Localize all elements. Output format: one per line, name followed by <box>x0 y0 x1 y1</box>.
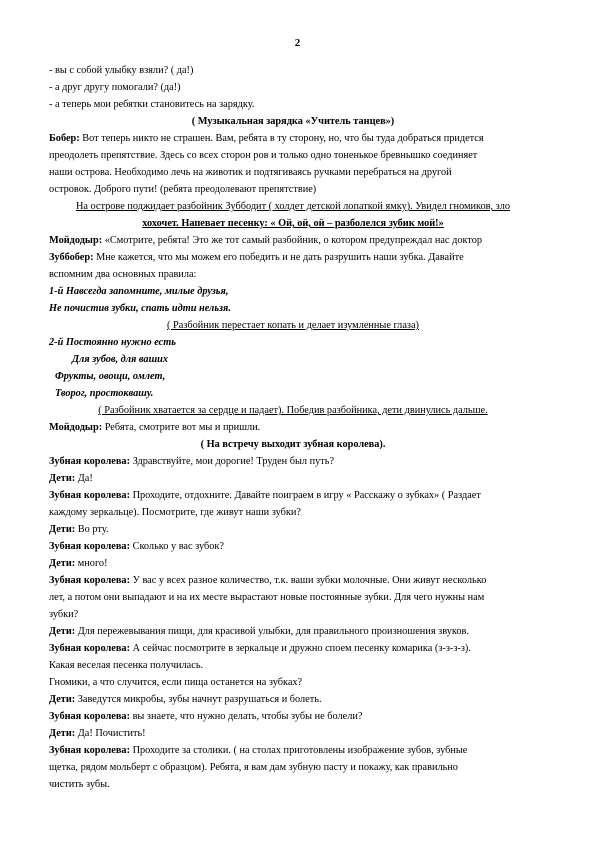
line-text: Не почистив зубки, спать идти нельзя. <box>49 303 231 314</box>
line-text: У вас у всех разное количество, т.к. ваши зубки молочные. Они живут несколько <box>130 575 487 586</box>
text-line <box>49 283 537 300</box>
text-line <box>49 708 537 725</box>
text-line <box>49 181 537 198</box>
speaker-label: Дети: <box>49 728 76 739</box>
speaker-label: 1-й <box>49 286 64 297</box>
text-line <box>49 419 537 436</box>
text-line <box>49 436 537 453</box>
text-line <box>49 215 537 232</box>
line-text: Фрукты, овощи, омлет, <box>55 371 166 382</box>
line-text: зубки? <box>49 609 79 620</box>
line-text: - а друг другу помогали? (да!) <box>49 82 181 93</box>
line-text: - вы с собой улыбку взяли? ( да!) <box>49 65 194 76</box>
text-line <box>49 334 537 351</box>
line-text: Заведутся микробы, зубы начнут разрушаться и болеть. <box>75 694 322 705</box>
text-line <box>49 742 537 759</box>
speaker-label: Мойдодыр: <box>49 422 103 433</box>
speaker-label: Зубная королева: <box>49 575 130 586</box>
text-line <box>49 725 537 742</box>
text-line <box>49 453 537 470</box>
text-line <box>49 147 537 164</box>
line-text: щетка, рядом мольберт с образцом). Ребята, я вам дам зубную пасту и покажу, как правильно <box>49 762 458 773</box>
text-line <box>49 606 537 623</box>
speaker-label: Зубная королева: <box>49 490 130 501</box>
line-text: Проходите, отдохните. Давайте поиграем в игру « Расскажу о зубках» ( Раздает <box>130 490 481 501</box>
speaker-label: 2-й <box>49 337 64 348</box>
speaker-label: Мойдодыр: <box>49 235 103 246</box>
text-line <box>49 198 537 215</box>
text-line <box>49 691 537 708</box>
speaker-label: Зубная королева: <box>49 456 130 467</box>
text-line <box>49 130 537 147</box>
text-line <box>49 79 537 96</box>
text-line <box>49 487 537 504</box>
speaker-label: Зубная королева: <box>49 745 130 756</box>
line-text: Сколько у вас зубок? <box>130 541 224 552</box>
line-text: чистить зубы. <box>49 779 110 790</box>
text-line <box>49 96 537 113</box>
speaker-label: Зуббобер: <box>49 252 94 263</box>
line-text: ( Разбойник хватается за сердце и падает). Победив разбойника, дети двинулись дальше. <box>98 405 488 416</box>
text-line <box>49 555 537 572</box>
line-text: хохочет. Напевает песенку: « Ой, ой, ой – разболелся зубик мой!» <box>142 218 444 229</box>
line-text: ( Музыкальная зарядка «Учитель танцев») <box>191 116 395 127</box>
text-line <box>49 674 537 691</box>
line-text: ( На встречу выходит зубная королева). <box>200 439 386 450</box>
line-text: Для пережевывания пищи, для красивой улыбки, для правильного произношения звуков. <box>75 626 469 637</box>
text-line <box>49 249 537 266</box>
text-line <box>49 572 537 589</box>
line-text: Во рту. <box>75 524 109 535</box>
line-text: преодолеть препятствие. Здесь со всех сторон ров и только одно тоненькое бревнышко соединяет <box>49 150 478 161</box>
line-text: Какая веселая песенка получилась. <box>49 660 204 671</box>
text-line <box>49 538 537 555</box>
text-line <box>49 504 537 521</box>
speaker-label: Дети: <box>49 473 76 484</box>
line-text: Гномики, а что случится, если пища останется на зубках? <box>49 677 303 688</box>
text-line <box>49 385 537 402</box>
line-text: много! <box>75 558 108 569</box>
text-line <box>49 300 537 317</box>
text-line <box>49 368 537 385</box>
line-text: Ребята, смотрите вот мы и пришли. <box>102 422 261 433</box>
line-text: вы знаете, что нужно делать, чтобы зубы не болели? <box>130 711 363 722</box>
line-text: Постоянно нужно есть <box>63 337 176 348</box>
line-text: наши острова. Необходимо лечь на животик и подтягиваясь ручками перебраться на другой <box>49 167 452 178</box>
text-line <box>49 470 537 487</box>
line-text: Творог, простоквашу. <box>55 388 154 399</box>
line-text: На острове поджидает разбойник Зуббодит ( холдет детской лопаткой ямку). Увидел гномиков, зло <box>75 201 511 212</box>
document-body <box>49 62 537 793</box>
line-text: Вот теперь никто не страшен. Вам, ребята в ту сторону, но, что бы туда добраться придется <box>79 133 484 144</box>
line-text: островок. Доброго пути! (ребята преодолевают препятствие) <box>49 184 317 195</box>
text-line <box>49 113 537 130</box>
text-line <box>49 232 537 249</box>
line-text: Здравствуйте, мои дорогие! Труден был путь? <box>130 456 335 467</box>
speaker-label: Зубная королева: <box>49 541 130 552</box>
line-text: Проходите за столики. ( на столах приготовлены изображение зубов, зубные <box>130 745 468 756</box>
speaker-label: Бобер: <box>49 133 80 144</box>
speaker-label: Дети: <box>49 694 76 705</box>
text-line <box>49 521 537 538</box>
line-text: лет, а потом они выпадают и на их месте вырастают новые постоянные зубки. Для чего нужны нам <box>49 592 485 603</box>
text-line <box>49 317 537 334</box>
text-line <box>49 266 537 283</box>
speaker-label: Зубная королева: <box>49 643 130 654</box>
text-line <box>49 657 537 674</box>
line-text: вспомним два основных правила: <box>49 269 197 280</box>
line-text: каждому зеркальце). Посмотрите, где живут наши зубки? <box>49 507 301 518</box>
line-text: - а теперь мои ребятки становитесь на зарядку. <box>49 99 255 110</box>
line-text: ( Разбойник перестает копать и делает изумленные глаза) <box>167 320 419 331</box>
text-line <box>49 623 537 640</box>
line-text: Навсегда запомните, милые друзья, <box>63 286 229 297</box>
text-line <box>49 62 537 79</box>
text-line <box>49 589 537 606</box>
speaker-label: Дети: <box>49 558 76 569</box>
speaker-label: Дети: <box>49 626 76 637</box>
speaker-label: Дети: <box>49 524 76 535</box>
text-line <box>49 776 537 793</box>
line-text: А сейчас посмотрите в зеркальце и дружно споем песенку комарика (з-з-з-з). <box>130 643 471 654</box>
line-text: Мне кажется, что мы можем его победить и не дать разрушить наши зубка. Давайте <box>93 252 464 263</box>
text-line <box>49 640 537 657</box>
line-text: «Смотрите, ребята! Это же тот самый разбойник, о котором предупреждал нас доктор <box>102 235 482 246</box>
line-text: Да! Почистить! <box>75 728 146 739</box>
text-line <box>49 164 537 181</box>
text-line <box>49 402 537 419</box>
line-text: Для зубов, для ваших <box>72 354 169 365</box>
text-line <box>49 351 537 368</box>
speaker-label: Зубная королева: <box>49 711 130 722</box>
page-number: 2 <box>294 37 301 49</box>
line-text: Да! <box>75 473 93 484</box>
text-line <box>49 759 537 776</box>
